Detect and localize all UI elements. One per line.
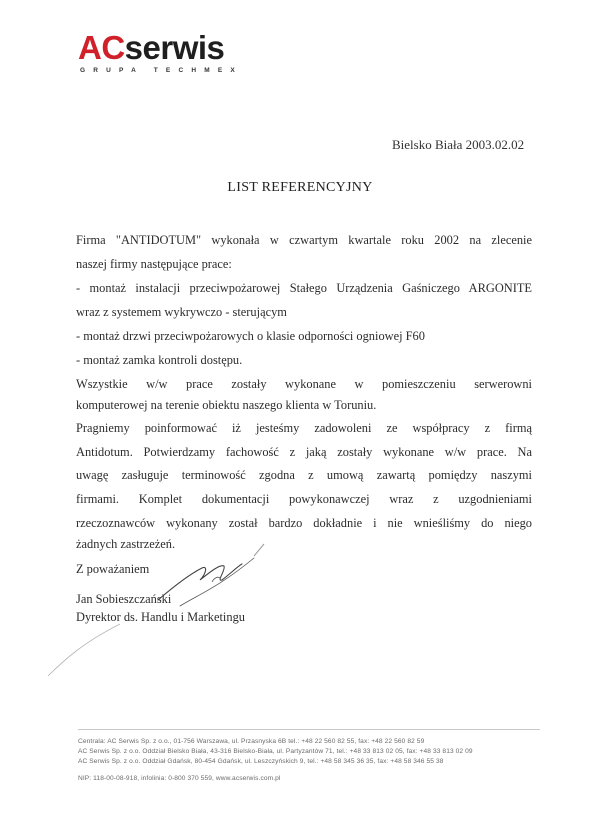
body-line: wraz z systemem wykrywczo - sterującym bbox=[76, 305, 287, 319]
body-line: naszej firmy następujące prace: bbox=[76, 257, 232, 271]
body-line: - montaż instalacji przeciwpożarowej Stałego Urządzenia Gaśniczego ARGONITE bbox=[76, 281, 532, 295]
footer-line-gdansk: AC Serwis Sp. z o.o. Oddział Gdańsk, 80-454 Gdańsk, ul. Leszczyńskich 9, tel.: +48 58 345 36 35, fax: +48 58 346 55 38 bbox=[78, 758, 444, 765]
logo-group-name: GRUPA TECHMEX bbox=[80, 67, 243, 74]
signatory-position: Dyrektor ds. Handlu i Marketingu bbox=[76, 610, 245, 624]
closing-greeting: Z poważaniem bbox=[76, 562, 150, 576]
body-line: Pragniemy poinformować iż jesteśmy zadowoleni ze współpracy z firmą bbox=[76, 421, 532, 435]
footer-divider bbox=[78, 729, 540, 730]
body-line: rzeczoznawców wykonany został bardzo dokładnie i nie wnieśliśmy do niego bbox=[76, 516, 532, 530]
footer-line-bielsko: AC Serwis Sp. z o.o. Oddział Bielsko Biała, 43-316 Bielsko-Biała, ul. Partyzantów 71, tel.: +48 33 813 02 05, fax: +48 33 813 02 09 bbox=[78, 748, 473, 755]
logo-serwis: serwis bbox=[124, 29, 225, 66]
body-line: żadnych zastrzeżeń. bbox=[76, 537, 176, 551]
body-line: uwagę zasługuje terminowość zgodna z umową zawartą pomiędzy naszymi bbox=[76, 468, 532, 482]
signatory-name: Jan Sobieszczański bbox=[76, 592, 172, 606]
logo-wordmark bbox=[78, 28, 224, 68]
footer-company-info: NIP: 118-00-08-918, infolinia: 0-800 370 559, www.acserwis.com.pl bbox=[78, 775, 281, 782]
body-line: Firma "ANTIDOTUM" wykonała w czwartym kwartale roku 2002 na zlecenie bbox=[76, 233, 532, 247]
letter-title: LIST REFERENCYJNY bbox=[227, 180, 373, 195]
scan-artifact-tick bbox=[250, 540, 270, 560]
company-logo bbox=[78, 28, 258, 80]
body-line: - montaż zamka kontroli dostępu. bbox=[76, 353, 243, 367]
body-line: firmami. Komplet dokumentacji powykonawczej wraz z uzgodnieniami bbox=[76, 492, 532, 506]
logo-ac: AC bbox=[78, 29, 125, 66]
body-line: - montaż drzwi przeciwpożarowych o klasie odporności ogniowej F60 bbox=[76, 329, 425, 343]
footer-line-headquarters: Centrala: AC Serwis Sp. z o.o., 01-756 Warszawa, ul. Przasnyska 6B tel.: +48 22 560 82 55, fax: +48 22 560 82 59 bbox=[78, 738, 425, 745]
body-line: Wszystkie w/w prace zostały wykonane w pomieszczeniu serwerowni bbox=[76, 377, 532, 391]
body-line: komputerowej na terenie obiektu naszego klienta w Toruniu. bbox=[76, 398, 377, 412]
letter-date: Bielsko Biała 2003.02.02 bbox=[392, 137, 525, 152]
body-line: Antidotum. Potwierdzamy fachowość z jaką zostały wykonane w/w prace. Na bbox=[76, 445, 532, 459]
scan-artifact-mark bbox=[44, 620, 124, 680]
